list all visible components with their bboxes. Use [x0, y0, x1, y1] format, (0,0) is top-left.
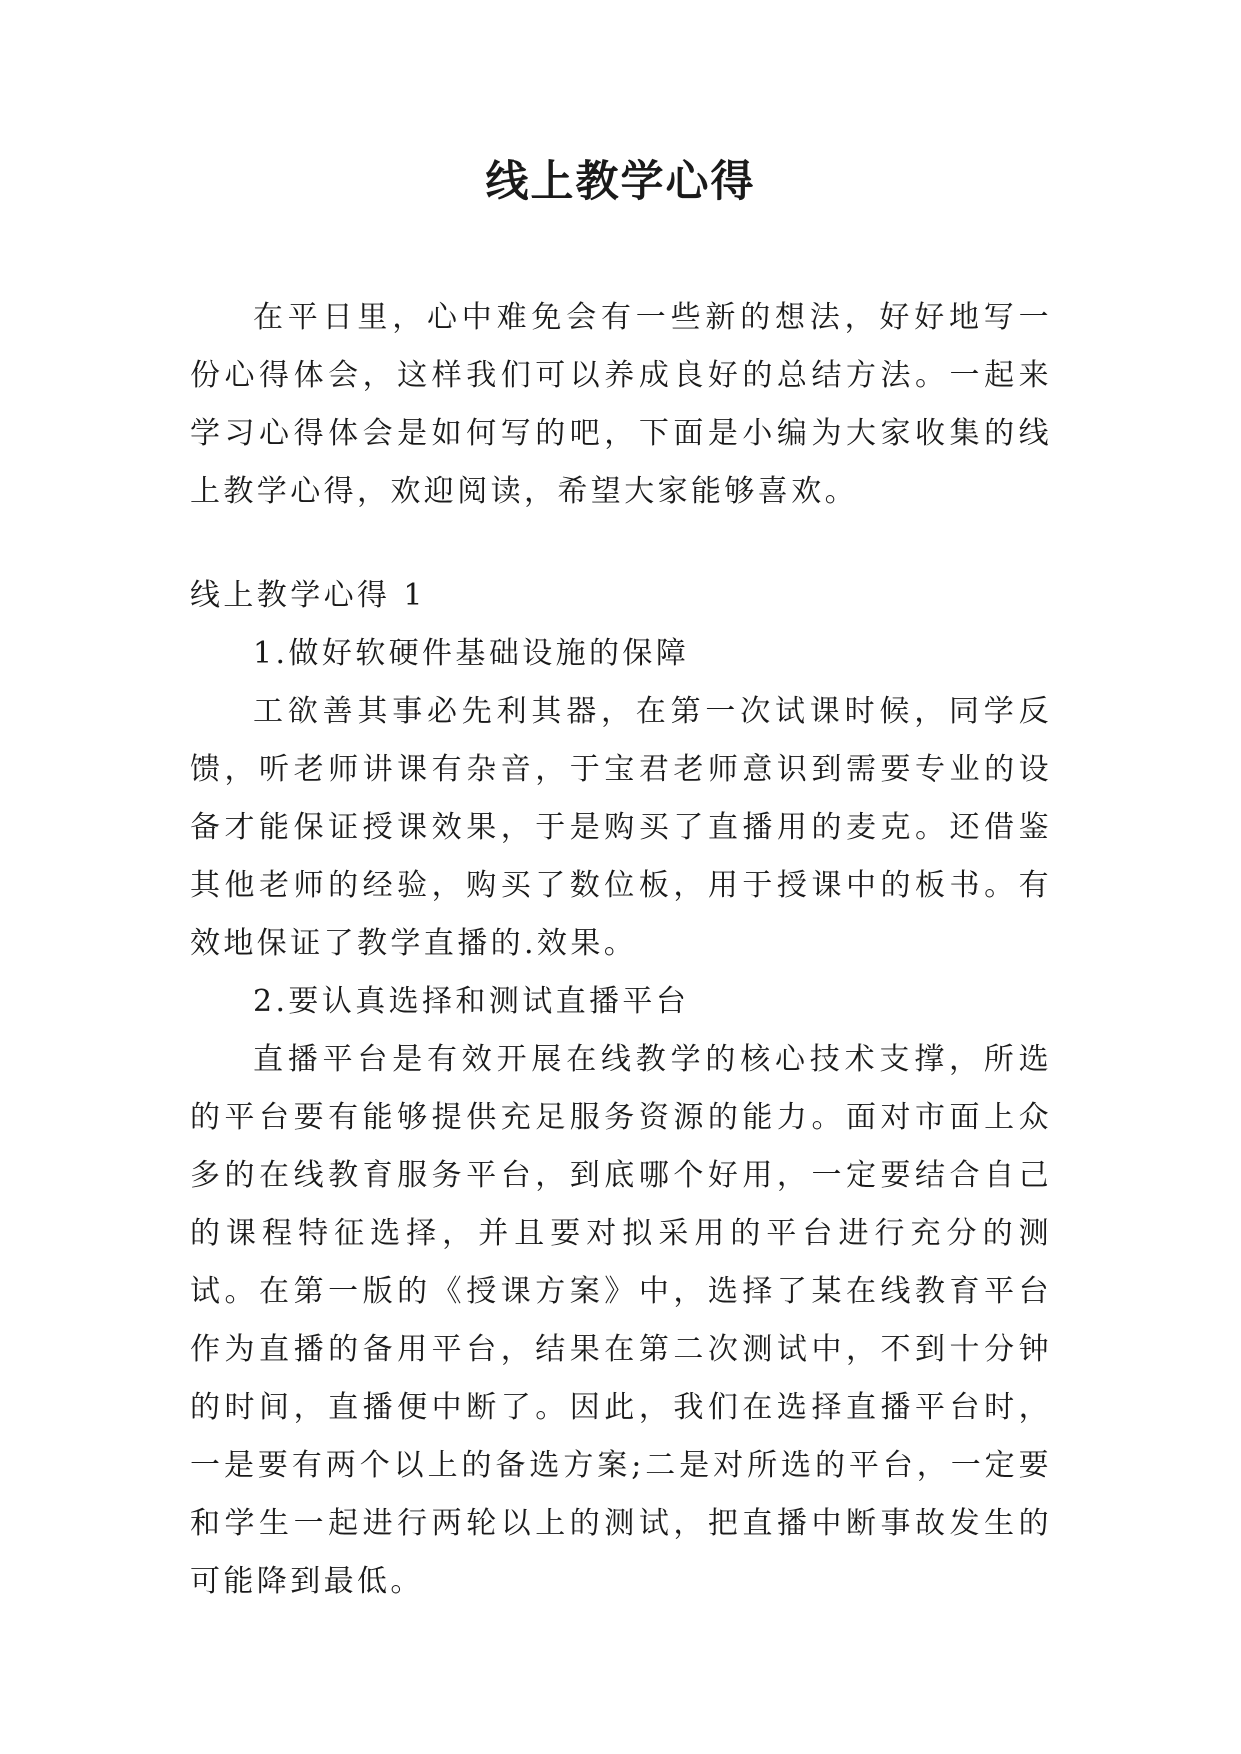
intro-paragraph: 在平日里，心中难免会有一些新的想法，好好地写一份心得体会，这样我们可以养成良好的总结方法。一起来学习心得体会是如何写的吧，下面是小编为大家收集的线上教学心得，欢迎阅读，希望大家能够喜欢。	[190, 300, 1052, 509]
document-body	[190, 289, 1052, 1611]
point-2-heading: 2.要认真选择和测试直播平台	[253, 984, 690, 1019]
point-1-paragraph: 工欲善其事必先利其器，在第一次试课时候，同学反馈，听老师讲课有杂音，于宝君老师意识到需要专业的设备才能保证授课效果，于是购买了直播用的麦克。还借鉴其他老师的经验，购买了数位板，用于授课中的板书。有效地保证了教学直播的.效果。	[190, 694, 1052, 961]
point-2-paragraph: 直播平台是有效开展在线教学的核心技术支撑，所选的平台要有能够提供充足服务资源的能力。面对市面上众多的在线教育服务平台，到底哪个好用，一定要结合自己的课程特征选择，并且要对拟采用的平台进行充分的测试。在第一版的《授课方案》中，选择了某在线教育平台作为直播的备用平台，结果在第二次测试中，不到十分钟的时间，直播便中断了。因此，我们在选择直播平台时，一是要有两个以上的备选方案;二是对所选的平台，一定要和学生一起进行两轮以上的测试，把直播中断事故发生的可能降到最低。	[190, 1042, 1052, 1599]
section-heading: 线上教学心得 1	[190, 578, 426, 613]
document-title: 线上教学心得	[485, 157, 756, 207]
point-1-heading: 1.做好软硬件基础设施的保障	[253, 636, 690, 671]
